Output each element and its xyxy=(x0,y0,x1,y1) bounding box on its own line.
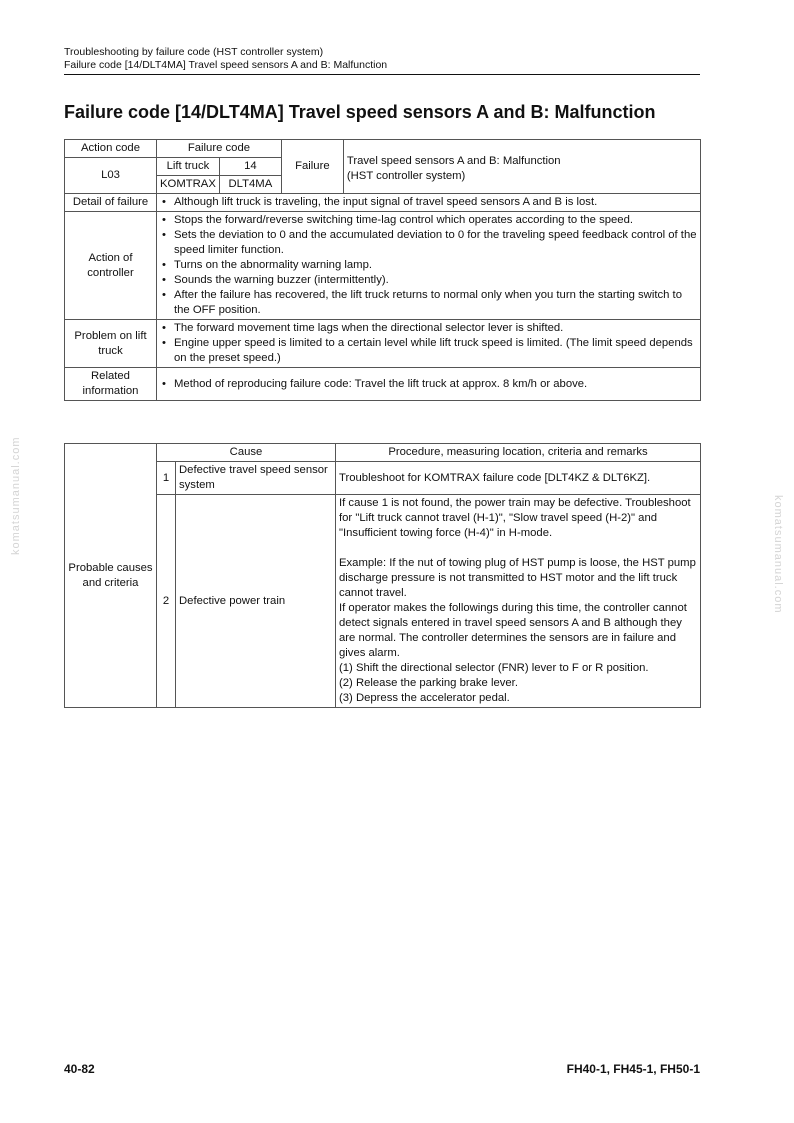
failure-label: Failure xyxy=(281,140,343,194)
page-title: Failure code [14/DLT4MA] Travel speed sensors A and B: Malfunction xyxy=(64,102,656,122)
table-row xyxy=(65,194,701,212)
lift-truck-label: Lift truck xyxy=(157,158,220,176)
problem-on-lift-truck xyxy=(157,320,701,368)
page-number: 40-82 xyxy=(64,1062,95,1076)
list-item: • Turns on the abnormality warning lamp. xyxy=(160,258,697,273)
watermark-left: komatsumanual.com xyxy=(10,436,22,555)
header-rule xyxy=(64,74,700,75)
list-item: • Engine upper speed is limited to a certain level while lift truck speed is limited. (The limit speed depends on the preset speed.) xyxy=(160,336,697,366)
related-information-label: Related information xyxy=(65,368,157,401)
probable-causes-label: Probable causes and criteria xyxy=(65,444,157,708)
cause-text: Defective power train xyxy=(176,495,336,708)
table-row xyxy=(65,320,701,368)
detail-of-failure-label: Detail of failure xyxy=(65,194,157,212)
table-row xyxy=(65,140,701,158)
header-line-1: Troubleshooting by failure code (HST controller system) xyxy=(64,46,324,58)
problem-on-lift-truck-label: Problem on lift truck xyxy=(65,320,157,368)
procedure-text: Troubleshoot for KOMTRAX failure code [DLT4KZ & DLT6KZ]. xyxy=(336,462,701,495)
procedure-header: Procedure, measuring location, criteria and remarks xyxy=(336,444,701,462)
related-information xyxy=(157,368,701,401)
probable-causes-table xyxy=(64,443,701,708)
komtrax-label: KOMTRAX xyxy=(157,176,220,194)
cause-text: Defective travel speed sensor system xyxy=(176,462,336,495)
action-of-controller xyxy=(157,212,701,320)
running-header xyxy=(64,46,700,72)
list-item: • Sets the deviation to 0 and the accumulated deviation to 0 for the traveling speed feedback control of the speed limiter function. xyxy=(160,228,697,258)
header-line-2: Failure code [14/DLT4MA] Travel speed sensors A and B: Malfunction xyxy=(64,59,388,71)
list-item: • The forward movement time lags when the directional selector lever is shifted. xyxy=(160,321,697,336)
lift-truck-code: 14 xyxy=(219,158,281,176)
list-item: • Sounds the warning buzzer (intermittently). xyxy=(160,273,697,288)
table-row xyxy=(65,495,701,708)
action-code-value: L03 xyxy=(65,158,157,194)
model-list: FH40-1, FH45-1, FH50-1 xyxy=(566,1062,700,1076)
table-row xyxy=(65,368,701,401)
komtrax-code: DLT4MA xyxy=(219,176,281,194)
cause-number: 2 xyxy=(157,495,176,708)
action-of-controller-label: Action of controller xyxy=(65,212,157,320)
procedure-text: If cause 1 is not found, the power train may be defective. Troubleshoot for "Lift truck cannot travel (H-1)", "Slow travel speed (H-2)" and "Insufficient towing force (H-4)" in H-mode. Example: If the nut of towing plug of HST pump is loose, the HST pump discharge pressure is not transmitted to HST motor and the lift truck cannot travel. If operator makes the followings during this time, the controller cannot detect signals entered in travel speed sensors A and B although they are normal. The controller determines the sensors are in failure and gives alarm. (1) Shift the directional selector (FNR) lever to F or R position. (2) Release the parking brake lever. (3) Depress the accelerator pedal. xyxy=(336,495,701,708)
cause-header: Cause xyxy=(157,444,336,462)
list-item: • After the failure has recovered, the lift truck returns to normal only when you turn the starting switch to the OFF position. xyxy=(160,288,697,318)
table-row xyxy=(65,462,701,495)
watermark-right: komatsumanual.com xyxy=(772,495,784,614)
failure-info-table xyxy=(64,139,701,401)
action-code-label: Action code xyxy=(65,140,157,158)
list-item: • Stops the forward/reverse switching time-lag control which operates according to the speed. xyxy=(160,213,697,228)
list-item: • Method of reproducing failure code: Travel the lift truck at approx. 8 km/h or above. xyxy=(160,377,697,392)
detail-of-failure xyxy=(157,194,701,212)
cause-number: 1 xyxy=(157,462,176,495)
list-item: • Although lift truck is traveling, the input signal of travel speed sensors A and B is lost. xyxy=(160,195,697,210)
table-row xyxy=(65,212,701,320)
failure-description: Travel speed sensors A and B: Malfunction (HST controller system) xyxy=(343,140,700,194)
failure-code-label: Failure code xyxy=(157,140,282,158)
table-row xyxy=(65,444,701,462)
